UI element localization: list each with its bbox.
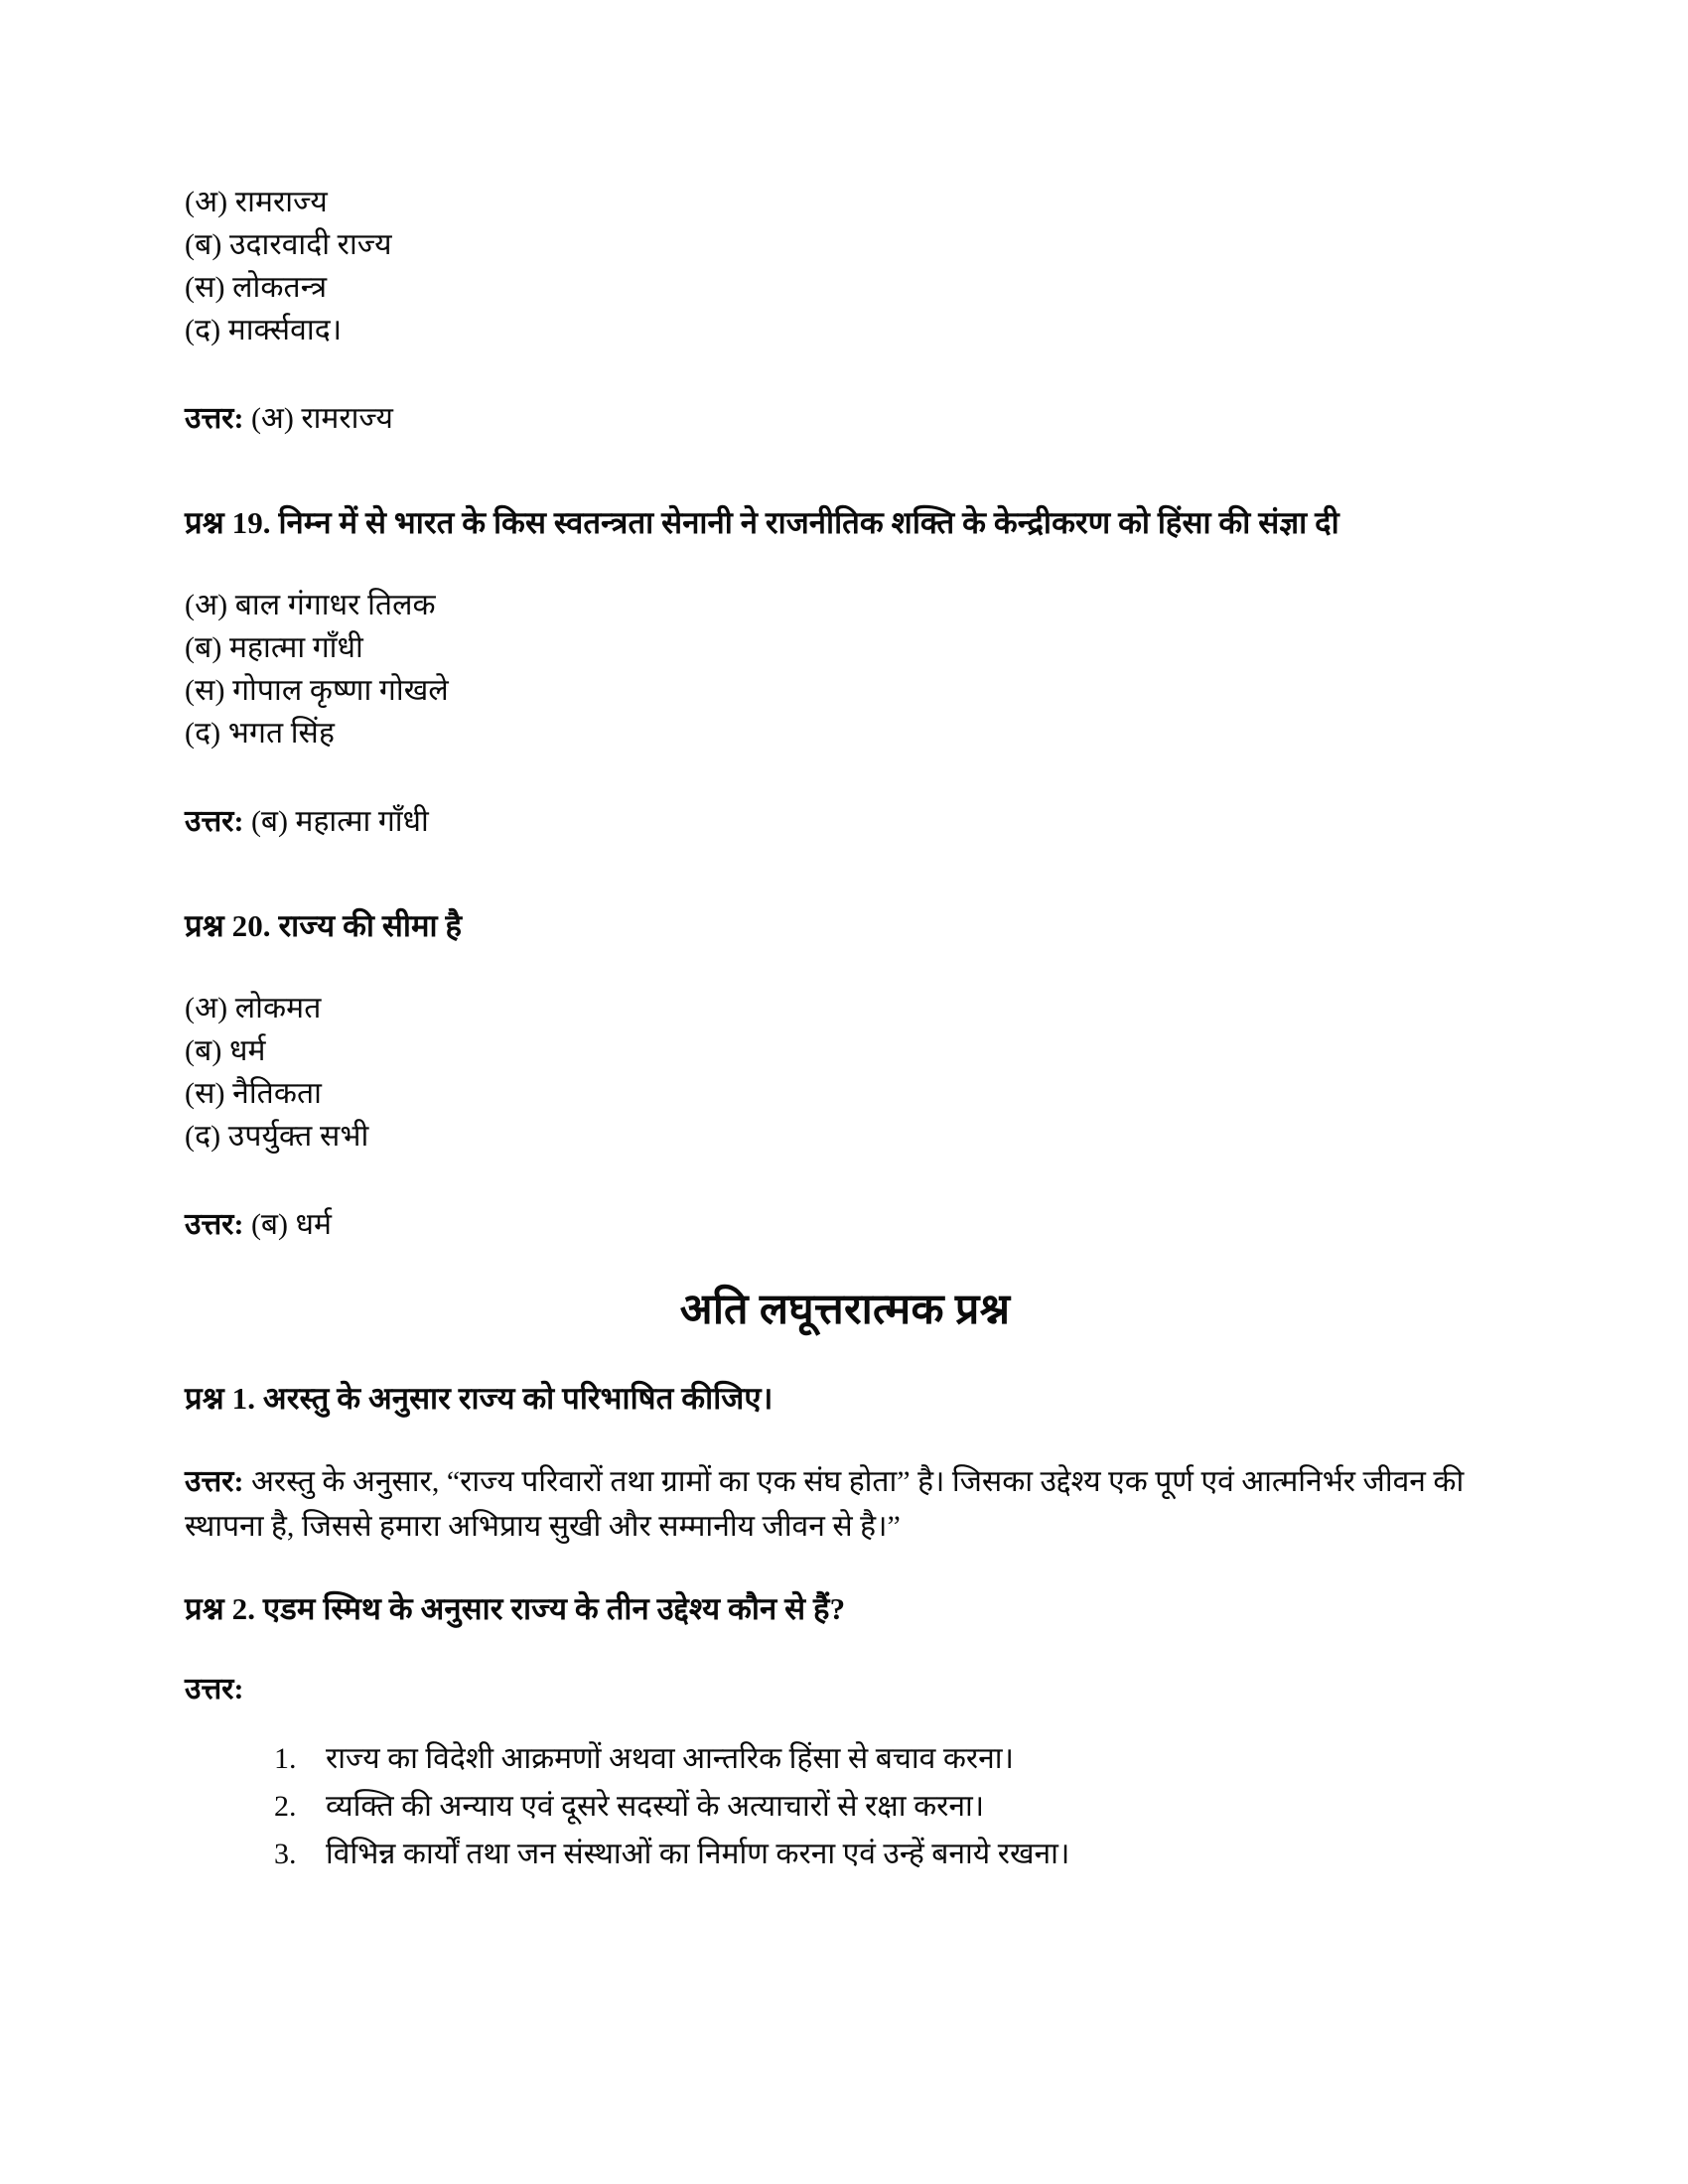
- answer-label: उत्तर:: [185, 805, 244, 838]
- spacer: [185, 1632, 1505, 1670]
- answer-label: उत्तर:: [185, 402, 244, 435]
- option-item: (द) मार्क्सवाद।: [185, 314, 343, 346]
- answer-text: (ब) धर्म: [243, 1208, 332, 1241]
- short-question-1-answer: [185, 1459, 1505, 1549]
- q19-options-list: [185, 584, 1505, 754]
- list-item: व्यक्ति की अन्याय एवं दूसरे सदस्यों के अत्याचारों से रक्षा करना।: [326, 1790, 985, 1823]
- option-item: (स) लोकतन्त्र: [185, 271, 328, 304]
- spacer: [185, 1549, 1505, 1586]
- answer-label: उत्तर:: [185, 1673, 244, 1706]
- option-item: (अ) लोकमत: [185, 992, 322, 1024]
- answer-label: उत्तर:: [185, 1465, 244, 1498]
- option-item: (अ) रामराज्य: [185, 186, 328, 218]
- spacer: [185, 1245, 1505, 1283]
- option-item: (अ) बाल गंगाधर तिलक: [185, 589, 436, 621]
- option-item: (स) नैतिकता: [185, 1077, 322, 1110]
- spacer: [185, 546, 1505, 584]
- q18-answer: [185, 399, 1505, 439]
- answer-text: अरस्तु के अनुसार, “राज्य परिवारों तथा ग्रामों का एक संघ होता” है। जिसका उद्देश्य एक पूर्ण एवं आत्मनिर्भर जीवन की स्थापना है, जिससे हमारा अभिप्राय सुखी और सम्मानीय जीवन से है।”: [185, 1465, 1465, 1543]
- spacer: [185, 1158, 1505, 1205]
- list-item: विभिन्न कार्यों तथा जन संस्थाओं का निर्माण करना एवं उन्हें बनाये रखना।: [326, 1838, 1070, 1870]
- spacer: [185, 949, 1505, 987]
- spacer: [185, 754, 1505, 802]
- question-20-heading: प्रश्न 20. राज्य की सीमा है: [185, 908, 463, 943]
- option-item: (ब) उदारवादी राज्य: [185, 228, 392, 261]
- option-item: (द) उपर्युक्त सभी: [185, 1120, 369, 1153]
- option-item: (ब) धर्म: [185, 1034, 266, 1067]
- list-item: राज्य का विदेशी आक्रमणों अथवा आन्तरिक हिंसा से बचाव करना।: [326, 1742, 1014, 1775]
- short-question-2-answer-label-line: [185, 1670, 1505, 1709]
- short-question-1-heading: प्रश्न 1. अरस्तु के अनुसार राज्य को परिभाषित कीजिए।: [185, 1381, 774, 1416]
- spacer: [185, 439, 1505, 500]
- document-content: [185, 181, 1505, 1878]
- short-question-2-heading: प्रश्न 2. एडम स्मिथ के अनुसार राज्य के तीन उद्देश्य कौन से हैं?: [185, 1591, 846, 1626]
- answer-text: (ब) महात्मा गाँधी: [243, 805, 429, 838]
- spacer: [185, 1338, 1505, 1376]
- spacer: [185, 842, 1505, 903]
- short-question-2-answer-list: [185, 1735, 1505, 1878]
- option-item: (ब) महात्मा गाँधी: [185, 631, 363, 664]
- q20-answer: [185, 1205, 1505, 1245]
- answer-label: उत्तर:: [185, 1208, 244, 1241]
- option-item: (स) गोपाल कृष्णा गोखले: [185, 674, 449, 707]
- question-19-heading: प्रश्न 19. निम्न में से भारत के किस स्वतन्त्रता सेनानी ने राजनीतिक शक्ति के केन्द्रीकरण को हिंसा की संज्ञा दी: [185, 505, 1339, 540]
- option-item: (द) भगत सिंह: [185, 717, 335, 750]
- section-heading: अति लघूत्तरात्मक प्रश्न: [679, 1287, 1011, 1333]
- answer-text: (अ) रामराज्य: [243, 402, 393, 435]
- spacer: [185, 1422, 1505, 1459]
- spacer: [185, 351, 1505, 399]
- spacer: [185, 1709, 1505, 1735]
- q19-answer: [185, 802, 1505, 842]
- q20-options-list: [185, 987, 1505, 1158]
- q18-options-list: [185, 181, 1505, 351]
